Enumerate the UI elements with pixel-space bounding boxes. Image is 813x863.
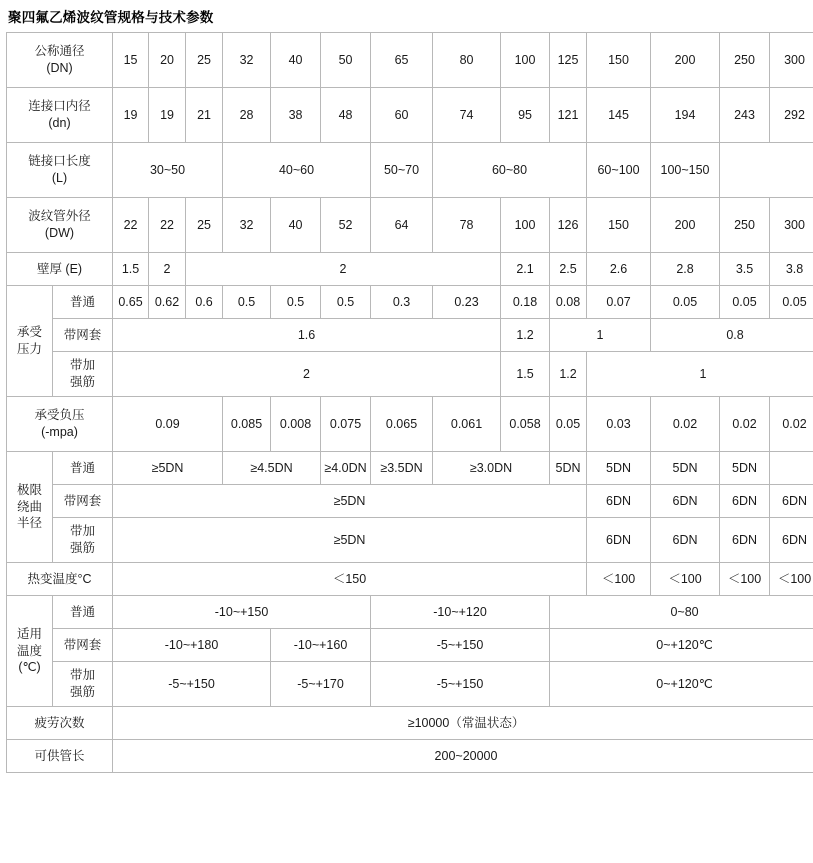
cell-dw-13: 300: [770, 198, 813, 253]
cell-wall-1: 2: [149, 253, 186, 286]
cell-vacuum-1: 0.085: [223, 397, 271, 452]
row-label-dn: [7, 33, 113, 88]
cell-dninner-2: 21: [186, 88, 223, 143]
row-label-dn-inner: [7, 88, 113, 143]
table-row-dn-inner: [7, 88, 813, 143]
cell-linklen-4: 60~100: [587, 143, 651, 198]
cell-wall-6: 2.8: [651, 253, 720, 286]
cell-vacuum-11: 0.02: [770, 397, 813, 452]
cell-press-mesh-3: 0.8: [651, 319, 813, 352]
cell-bend-mesh-3: 6DN: [720, 485, 770, 518]
cell-press-normal-5: 0.5: [321, 286, 371, 319]
cell-press-normal-9: 0.08: [550, 286, 587, 319]
cell-bend-mesh-4: 6DN: [770, 485, 813, 518]
cell-dninner-1: 19: [149, 88, 186, 143]
table-row-temperature-normal: [7, 596, 813, 629]
cell-dninner-5: 48: [321, 88, 371, 143]
cell-dw-5: 52: [321, 198, 371, 253]
cell-press-rib-1: 1.5: [501, 352, 550, 397]
table-row-bend-rib: [7, 518, 813, 563]
cell-bend-rib-1: 6DN: [587, 518, 651, 563]
cell-thermal-2: ＜100: [651, 563, 720, 596]
cell-temp-rib-3: 0~+120℃: [550, 662, 813, 707]
cell-temp-mesh-3: 0~+120℃: [550, 629, 813, 662]
cell-wall-5: 2.6: [587, 253, 651, 286]
cell-vacuum-0: 0.09: [113, 397, 223, 452]
cell-dn-8: 100: [501, 33, 550, 88]
cell-dw-6: 64: [371, 198, 433, 253]
subrow-label-pressure-rib: [53, 352, 113, 397]
table-row-temperature-rib: [7, 662, 813, 707]
subrow-label-pressure-mesh: 带网套: [53, 319, 113, 352]
cell-linklen-1: 40~60: [223, 143, 371, 198]
cell-dninner-7: 74: [433, 88, 501, 143]
cell-temp-rib-0: -5~+150: [113, 662, 271, 707]
cell-press-mesh-1: 1.2: [501, 319, 550, 352]
row-label-bend-line2: 绕曲: [16, 499, 42, 514]
subrow-label-temperature-rib-line1: 带加: [70, 668, 96, 683]
cell-thermal-0: ＜150: [113, 563, 587, 596]
cell-dninner-9: 121: [550, 88, 587, 143]
page-title: 聚四氟乙烯波纹管规格与技术参数: [8, 10, 214, 25]
cell-temp-normal-0: -10~+150: [113, 596, 371, 629]
cell-dn-11: 200: [651, 33, 720, 88]
row-label-dn-line2: (DN): [46, 61, 73, 75]
row-label-dn-line1: 公称通径: [34, 44, 85, 59]
row-label-bend-line3: 半径: [16, 516, 42, 531]
cell-wall-7: 3.5: [720, 253, 770, 286]
cell-bend-rib-4: 6DN: [770, 518, 813, 563]
row-label-temperature-line2: 温度: [16, 643, 42, 658]
cell-bend-rib-0: ≥5DN: [113, 518, 587, 563]
cell-bend-mesh-1: 6DN: [587, 485, 651, 518]
table-row-length: [7, 740, 813, 773]
cell-bend-normal-5: 5DN: [550, 452, 587, 485]
cell-press-normal-13: 0.05: [770, 286, 813, 319]
cell-vacuum-5: 0.061: [433, 397, 501, 452]
cell-vacuum-4: 0.065: [371, 397, 433, 452]
subrow-label-temperature-mesh: 带网套: [53, 629, 113, 662]
subrow-label-bend-rib-line2: 强筋: [70, 541, 96, 555]
cell-wall-2: 2: [186, 253, 501, 286]
subrow-label-temperature-normal: 普通: [53, 596, 113, 629]
cell-dninner-10: 145: [587, 88, 651, 143]
cell-dninner-13: 292: [770, 88, 813, 143]
cell-dn-3: 32: [223, 33, 271, 88]
cell-dn-0: 15: [113, 33, 149, 88]
cell-press-normal-8: 0.18: [501, 286, 550, 319]
cell-press-rib-2: 1.2: [550, 352, 587, 397]
cell-wall-4: 2.5: [550, 253, 587, 286]
cell-press-normal-6: 0.3: [371, 286, 433, 319]
cell-bend-mesh-2: 6DN: [651, 485, 720, 518]
cell-vacuum-7: 0.05: [550, 397, 587, 452]
table-row-bend-normal: [7, 452, 813, 485]
cell-dninner-11: 194: [651, 88, 720, 143]
cell-vacuum-9: 0.02: [651, 397, 720, 452]
subrow-label-pressure-rib-line1: 带加: [70, 358, 96, 373]
cell-linklen-0: 30~50: [113, 143, 223, 198]
cell-bend-normal-0: ≥5DN: [113, 452, 223, 485]
cell-press-rib-3: 1: [587, 352, 813, 397]
cell-dn-12: 250: [720, 33, 770, 88]
cell-dninner-8: 95: [501, 88, 550, 143]
table-row-temperature-mesh: [7, 629, 813, 662]
subrow-label-bend-rib: [53, 518, 113, 563]
subrow-label-bend-mesh: 带网套: [53, 485, 113, 518]
row-label-pressure-line1: 承受: [16, 325, 42, 340]
cell-press-normal-12: 0.05: [720, 286, 770, 319]
cell-bend-normal-6: 5DN: [587, 452, 651, 485]
cell-dw-0: 22: [113, 198, 149, 253]
cell-bend-mesh-0: ≥5DN: [113, 485, 587, 518]
cell-dw-2: 25: [186, 198, 223, 253]
cell-linklen-5: 100~150: [651, 143, 720, 198]
cell-dninner-4: 38: [271, 88, 321, 143]
cell-linklen-6: [720, 143, 813, 198]
cell-press-normal-4: 0.5: [271, 286, 321, 319]
row-label-fatigue: 疲劳次数: [7, 707, 113, 740]
table-row-dw: [7, 198, 813, 253]
cell-press-normal-10: 0.07: [587, 286, 651, 319]
cell-thermal-1: ＜100: [587, 563, 651, 596]
cell-dninner-6: 60: [371, 88, 433, 143]
subrow-label-temperature-rib-line2: 强筋: [70, 685, 96, 699]
cell-dn-5: 50: [321, 33, 371, 88]
row-label-vacuum: [7, 397, 113, 452]
cell-dw-3: 32: [223, 198, 271, 253]
cell-press-normal-0: 0.65: [113, 286, 149, 319]
cell-length-value: 200~20000: [113, 740, 813, 773]
table-row-vacuum: [7, 397, 813, 452]
cell-bend-normal-1: ≥4.5DN: [223, 452, 321, 485]
cell-bend-rib-2: 6DN: [651, 518, 720, 563]
row-label-vacuum-line1: 承受负压: [34, 408, 85, 423]
subrow-label-bend-rib-line1: 带加: [70, 524, 96, 539]
row-label-temperature-line1: 适用: [16, 626, 42, 641]
cell-press-mesh-2: 1: [550, 319, 651, 352]
cell-dninner-12: 243: [720, 88, 770, 143]
table-row-bend-mesh: [7, 485, 813, 518]
cell-temp-mesh-0: -10~+180: [113, 629, 271, 662]
table-row-wall-thickness: [7, 253, 813, 286]
cell-temp-mesh-2: -5~+150: [371, 629, 550, 662]
cell-temp-normal-2: 0~80: [550, 596, 813, 629]
cell-vacuum-6: 0.058: [501, 397, 550, 452]
cell-press-normal-1: 0.62: [149, 286, 186, 319]
subrow-label-pressure-rib-line2: 强筋: [70, 375, 96, 389]
cell-bend-normal-4: ≥3.0DN: [433, 452, 550, 485]
cell-dn-6: 65: [371, 33, 433, 88]
cell-vacuum-2: 0.008: [271, 397, 321, 452]
cell-dn-2: 25: [186, 33, 223, 88]
cell-dw-11: 200: [651, 198, 720, 253]
subrow-label-pressure-normal: 普通: [53, 286, 113, 319]
cell-dn-1: 20: [149, 33, 186, 88]
row-label-temperature-line3: (℃): [18, 660, 41, 675]
row-label-dw-line1: 波纹管外径: [28, 209, 91, 224]
cell-vacuum-8: 0.03: [587, 397, 651, 452]
cell-dn-4: 40: [271, 33, 321, 88]
cell-dw-12: 250: [720, 198, 770, 253]
row-label-link-length-line1: 链接口长度: [28, 154, 91, 169]
cell-bend-normal-3: ≥3.5DN: [371, 452, 433, 485]
table-row-link-length: [7, 143, 813, 198]
cell-press-normal-7: 0.23: [433, 286, 501, 319]
cell-wall-0: 1.5: [113, 253, 149, 286]
cell-temp-rib-1: -5~+170: [271, 662, 371, 707]
cell-linklen-3: 60~80: [433, 143, 587, 198]
row-label-pressure-line2: 压力: [16, 342, 42, 356]
cell-temp-mesh-1: -10~+160: [271, 629, 371, 662]
cell-fatigue-value: ≥10000（常温状态）: [113, 707, 813, 740]
cell-dninner-3: 28: [223, 88, 271, 143]
cell-bend-normal-2: ≥4.0DN: [321, 452, 371, 485]
cell-dw-8: 100: [501, 198, 550, 253]
row-label-dn-inner-line1: 连接口内径: [28, 99, 91, 114]
table-row-fatigue: [7, 707, 813, 740]
cell-dw-4: 40: [271, 198, 321, 253]
cell-bend-normal-8: 5DN: [720, 452, 770, 485]
row-label-wall-thickness: 壁厚 (E): [7, 253, 113, 286]
cell-wall-8: 3.8: [770, 253, 813, 286]
cell-dn-10: 150: [587, 33, 651, 88]
cell-press-normal-2: 0.6: [186, 286, 223, 319]
row-label-link-length-line2: (L): [51, 171, 68, 185]
row-label-vacuum-line2: (-mpa): [41, 425, 78, 439]
cell-dw-7: 78: [433, 198, 501, 253]
cell-wall-3: 2.1: [501, 253, 550, 286]
cell-dw-9: 126: [550, 198, 587, 253]
cell-dn-7: 80: [433, 33, 501, 88]
cell-dn-9: 125: [550, 33, 587, 88]
cell-press-rib-0: 2: [113, 352, 501, 397]
cell-thermal-3: ＜100: [720, 563, 770, 596]
cell-vacuum-3: 0.075: [321, 397, 371, 452]
cell-dninner-0: 19: [113, 88, 149, 143]
row-label-dw-line2: (DW): [44, 226, 75, 240]
cell-dw-1: 22: [149, 198, 186, 253]
row-label-temperature: [7, 596, 53, 707]
cell-bend-normal-7: 5DN: [651, 452, 720, 485]
row-label-dw: [7, 198, 113, 253]
row-label-pressure: [7, 286, 53, 397]
row-label-bend-radius: [7, 452, 53, 563]
cell-vacuum-10: 0.02: [720, 397, 770, 452]
cell-press-mesh-0: 1.6: [113, 319, 501, 352]
table-row-thermal: [7, 563, 813, 596]
row-label-thermal: 热变温度°C: [7, 563, 113, 596]
subrow-label-temperature-rib: [53, 662, 113, 707]
cell-press-normal-11: 0.05: [651, 286, 720, 319]
cell-dw-10: 150: [587, 198, 651, 253]
cell-dn-13: 300: [770, 33, 813, 88]
specifications-table: [6, 32, 813, 773]
row-label-length: 可供管长: [7, 740, 113, 773]
cell-thermal-4: ＜100: [770, 563, 813, 596]
table-row-pressure-rib: [7, 352, 813, 397]
subrow-label-bend-normal: 普通: [53, 452, 113, 485]
row-label-bend-line1: 极限: [16, 482, 42, 497]
cell-bend-rib-3: 6DN: [720, 518, 770, 563]
cell-temp-normal-1: -10~+120: [371, 596, 550, 629]
cell-linklen-2: 50~70: [371, 143, 433, 198]
table-row-dn: [7, 33, 813, 88]
table-row-pressure-mesh: [7, 319, 813, 352]
cell-press-normal-3: 0.5: [223, 286, 271, 319]
row-label-link-length: [7, 143, 113, 198]
row-label-dn-inner-line2: (dn): [48, 116, 71, 130]
table-row-pressure-normal: [7, 286, 813, 319]
cell-temp-rib-2: -5~+150: [371, 662, 550, 707]
